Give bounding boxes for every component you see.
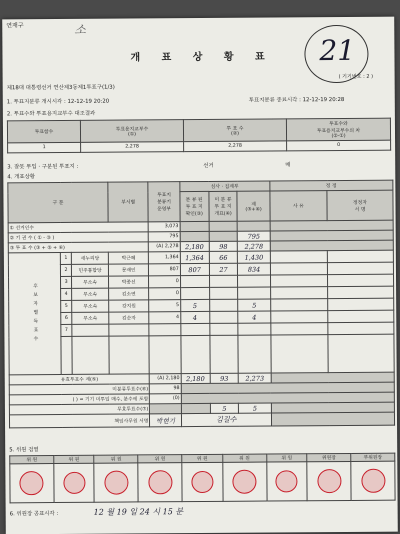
bracket-note: ( ) = 기기 미투입 매수, 분수에 포함 — [9, 394, 149, 405]
seal-stamp — [63, 472, 85, 494]
candidate-no: 2 — [60, 264, 71, 276]
candidate-party — [72, 324, 109, 336]
page-title: 개 표 상 황 표 — [130, 51, 274, 64]
candidate-a: 4 — [181, 311, 210, 323]
candidate-signer — [327, 262, 393, 274]
committee-stamp-cell — [138, 463, 182, 502]
candidate-no: 1 — [60, 252, 71, 264]
seal-stamp — [361, 469, 385, 493]
committee-stamp-cell — [182, 462, 223, 501]
invalid-machine — [150, 404, 182, 414]
votes-value: 2,278 — [184, 141, 287, 152]
candidate-no: 3 — [61, 276, 72, 288]
candidate-name — [109, 324, 149, 336]
candidate-b — [209, 299, 238, 311]
responsible-shade — [271, 412, 394, 426]
candidate-reason — [270, 275, 327, 287]
gubun-header: 구 분 — [8, 182, 108, 223]
committee-header: 위 원 — [266, 454, 307, 462]
candidate-reason — [270, 263, 327, 275]
total-votes-prefix: (A) — [156, 244, 164, 250]
count-table — [7, 180, 395, 429]
candidate-signer — [328, 286, 394, 298]
valid-total-b: 93 — [210, 373, 239, 383]
candidate-b — [209, 323, 238, 335]
candidate-party: 무소속 — [72, 276, 109, 288]
candidate-reason — [270, 311, 327, 323]
section5-label: 5. 위원 검열 — [9, 447, 39, 454]
sorting-start-time: 1. 투표지분류 개시시각 : 12-12-19 20:20 — [6, 98, 110, 106]
candidate-signer — [327, 250, 393, 262]
classified-header: 분 류 된 투 표 지 확인(③) — [180, 191, 209, 221]
candidate-side-label: 후보자별득표수 — [8, 252, 61, 374]
responsible-sign1: 박현기 — [150, 414, 182, 427]
candidate-a — [181, 323, 210, 335]
valid-total-machine-value: 2,180 — [165, 376, 180, 382]
candidate-reason — [270, 299, 327, 311]
correction-header: 정 정 — [269, 180, 392, 191]
candidate-signer — [328, 322, 394, 334]
candidate-party: 무소속 — [72, 300, 109, 312]
committee-stamp-cell — [307, 461, 351, 500]
machine-number: ( 기기번호 : 2 ) — [338, 73, 374, 81]
candidate-no — [61, 336, 72, 374]
candidate-party — [72, 336, 109, 374]
election-line: 제18대 대통령선거 연산제3동제1투표구(1/3) — [6, 84, 115, 92]
sum-header: 계 (③+④) — [237, 191, 269, 221]
unclassified-machine: 98 — [150, 384, 182, 394]
electors-b — [209, 221, 238, 231]
candidate-b: 27 — [209, 263, 238, 275]
valid-total-label: 유효투표수 계(⑤) — [9, 374, 149, 385]
candidate-a — [180, 287, 209, 299]
candidate-b — [209, 275, 238, 287]
candidate-sum: 5 — [238, 299, 270, 311]
section3-col: 선거 — [203, 162, 214, 169]
abstain-sum: 795 — [238, 231, 270, 241]
seal-stamp — [317, 469, 341, 493]
abstain-a — [180, 231, 209, 241]
corner-label: 연재구 — [6, 22, 24, 30]
candidate-b — [209, 311, 238, 323]
issued-value: 2,278 — [81, 142, 184, 153]
section6-label: 6. 위원장 공표시각 : — [9, 510, 59, 518]
ballot-box-header: 투표함수 — [7, 120, 80, 143]
candidate-a: 1,364 — [180, 251, 209, 263]
candidate-name: 문재인 — [108, 264, 148, 276]
committee-stamp-cell — [10, 464, 54, 503]
committee-table — [9, 453, 395, 504]
candidate-name: 김소연 — [109, 288, 149, 300]
audit-header: 심사 · 집계부 — [180, 181, 270, 192]
reason-header: 사 유 — [270, 191, 328, 221]
candidate-b: 66 — [209, 251, 238, 263]
candidate-sum: 4 — [238, 311, 270, 323]
electors-sum — [238, 221, 270, 231]
seal-stamp — [276, 470, 298, 492]
committee-stamp-cell — [351, 461, 395, 500]
section3-unit: 매 — [285, 162, 291, 169]
candidate-sum — [238, 323, 270, 335]
issued-header: 투표용지교부수 (①) — [80, 120, 183, 143]
seal-stamp — [20, 471, 44, 495]
candidate-no: 5 — [61, 300, 72, 312]
candidate-signer — [328, 274, 394, 286]
candidate-a — [181, 335, 210, 373]
seal-stamp — [191, 471, 213, 493]
signer-header: 정정자 서 명 — [327, 190, 393, 220]
candidate-machine — [149, 336, 181, 374]
candidate-party: 무소속 — [72, 312, 109, 324]
valid-total-sum: 2,273 — [239, 373, 271, 383]
candidate-reason — [270, 323, 327, 335]
candidate-machine — [149, 324, 181, 336]
candidate-name: 김순자 — [109, 312, 149, 324]
section3-label: 3. 잘못 투입 · 구분된 투표지 : — [7, 163, 79, 171]
difference-value: 0 — [287, 140, 391, 151]
valid-total-prefix: (A) — [157, 376, 165, 382]
candidate-no: 6 — [61, 312, 72, 324]
candidate-name: 박근혜 — [108, 252, 148, 264]
candidate-a: 807 — [180, 263, 209, 275]
committee-header: 위 원 — [138, 455, 182, 463]
invalid-a — [181, 403, 210, 413]
candidate-machine: 0 — [149, 276, 181, 288]
seal-stamp — [233, 470, 257, 494]
candidate-reason — [271, 335, 329, 373]
candidate-party: 무소속 — [72, 288, 109, 300]
candidate-machine: 4 — [149, 312, 181, 324]
committee-stamp-cell — [223, 462, 267, 501]
unclassified-label: 미분류투표수(⑥) — [9, 384, 149, 395]
candidate-signer — [328, 298, 394, 310]
electors-machine: 3,073 — [148, 222, 180, 232]
ballot-box-value: 1 — [8, 142, 81, 153]
section2-label: 2. 투표수와 투표용지교부수 대조결과 — [6, 110, 96, 118]
section4-label: 4. 개표상황 — [7, 174, 36, 181]
candidate-b — [209, 335, 238, 373]
valid-total-a: 2,180 — [181, 373, 210, 383]
seal-stamp — [148, 470, 172, 494]
committee-header: 위 원 — [94, 455, 138, 463]
votes-header: 투 표 수 (②) — [183, 119, 286, 142]
machine-header: 투표지 분류기 운영부 — [148, 182, 180, 222]
committee-stamp-cell — [266, 462, 307, 501]
unclassified-header: 미 분 류 투 표 지 개표(④) — [208, 191, 237, 221]
valid-total-machine — [150, 374, 182, 384]
candidate-sum — [238, 287, 270, 299]
candidate-machine: 1,364 — [149, 252, 181, 264]
candidate-machine: 0 — [149, 288, 181, 300]
electors-a — [180, 221, 209, 231]
candidate-sum — [238, 335, 270, 373]
committee-header: 위 원 — [10, 456, 54, 464]
invalid-sum: 5 — [239, 403, 271, 413]
candidate-machine: 5 — [149, 300, 181, 312]
department-header: 부서별 — [108, 182, 149, 222]
candidate-signer — [328, 334, 394, 372]
candidate-name: 강지원 — [109, 300, 149, 312]
committee-header: 위 원 — [223, 454, 267, 462]
candidate-a — [180, 275, 209, 287]
candidate-signer — [328, 310, 394, 322]
total-votes-machine — [149, 242, 181, 252]
candidate-reason — [270, 287, 327, 299]
candidate-name: 박종선 — [109, 276, 149, 288]
responsible-sign2: 김길수 — [181, 413, 271, 427]
candidate-no: 4 — [61, 288, 72, 300]
electors-label: ① 선거인수 — [8, 222, 148, 233]
total-votes-machine-value: 2,278 — [164, 244, 179, 250]
total-votes-b: 98 — [209, 241, 238, 251]
handwritten-mark: 소 — [74, 22, 86, 37]
committee-header: 위 원 — [182, 454, 223, 462]
total-votes-sum: 2,278 — [238, 241, 270, 251]
candidate-party: 새누리당 — [71, 252, 108, 264]
candidate-sum — [238, 275, 270, 287]
candidate-no: 7 — [61, 324, 72, 336]
candidate-name — [109, 336, 150, 374]
circled-number: 21 — [319, 33, 356, 68]
abstain-machine: 795 — [149, 232, 181, 242]
seal-stamp — [104, 471, 128, 495]
total-votes-label: ③ 투 표 수 (③ + ⑤ + ⑥) — [8, 242, 148, 253]
candidate-reason — [270, 251, 327, 263]
invalid-label: 무효투표수(⑦) — [9, 404, 149, 415]
candidate-machine: 807 — [149, 264, 181, 276]
committee-stamp-cell — [54, 463, 95, 502]
difference-header: 투표수와 투표용지교부수의 차 (②-①) — [286, 118, 390, 141]
candidate-a: 5 — [180, 299, 209, 311]
abstain-b — [209, 231, 238, 241]
responsible-label: 책임사무원 서명 — [9, 414, 149, 428]
count-report-sheet — [2, 17, 398, 534]
invalid-b: 5 — [210, 403, 239, 413]
committee-header: 부위원장 — [351, 453, 395, 461]
ballot-compare-table — [7, 118, 391, 154]
total-votes-a: 2,180 — [180, 241, 209, 251]
sorting-end-time: 투표지분류 종료시각 : 12-12-19 20:28 — [248, 96, 345, 104]
committee-header: 위 원 — [54, 455, 95, 463]
abstain-label: ② 기 권 수 ( ① - ③ ) — [8, 232, 148, 243]
bracket-machine: (0) — [150, 394, 182, 404]
announce-time: 12 월 19 일 24 시 15 분 — [93, 507, 184, 517]
candidate-sum: 834 — [238, 263, 270, 275]
candidate-b — [209, 287, 238, 299]
candidate-sum: 1,430 — [238, 251, 270, 263]
committee-stamp-cell — [94, 463, 138, 502]
committee-header: 위원장 — [307, 453, 351, 461]
candidate-party: 민주통합당 — [72, 264, 109, 276]
